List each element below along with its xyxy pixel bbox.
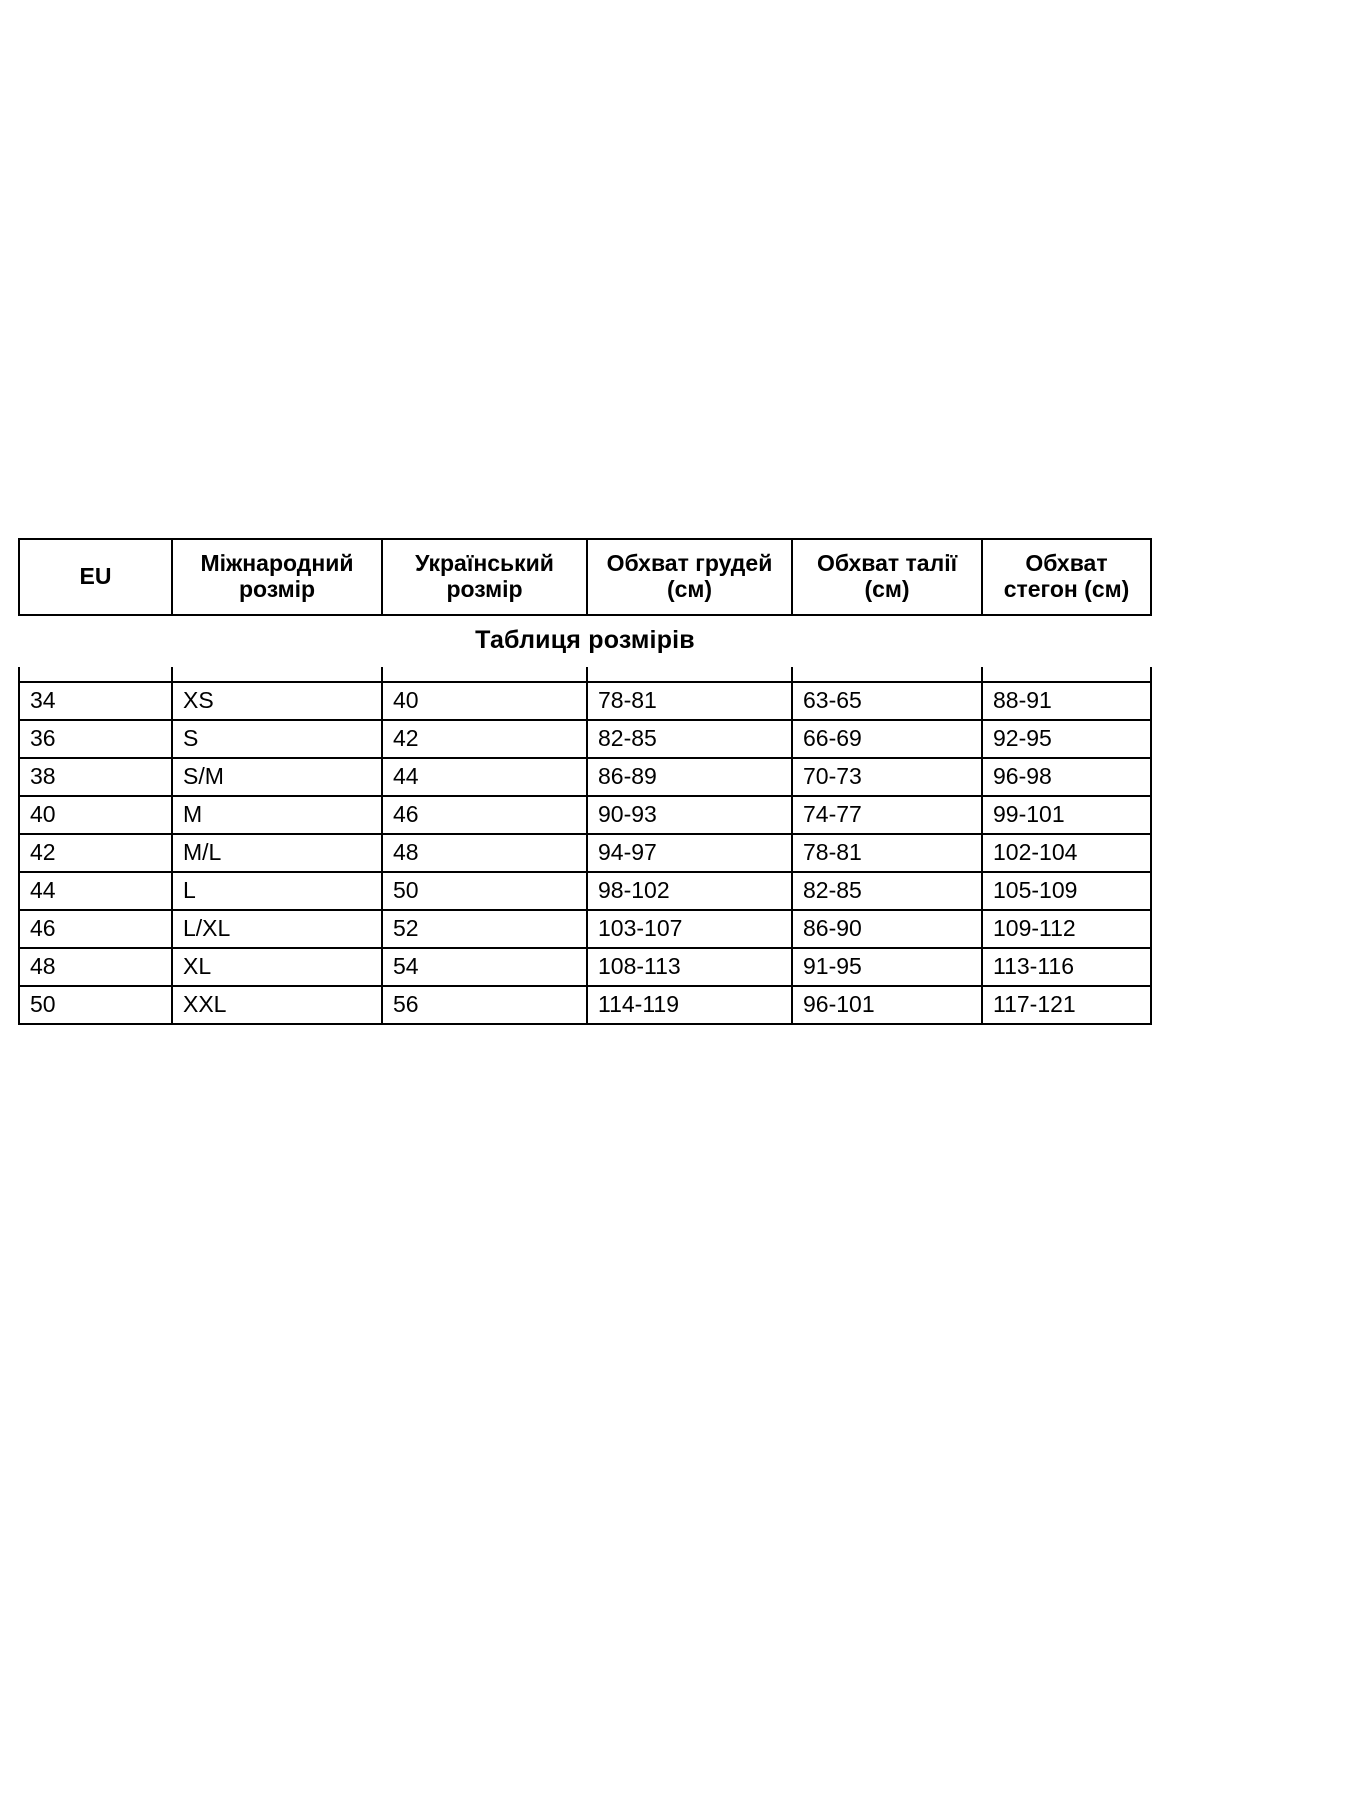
cell-international-size: S — [172, 720, 382, 758]
cell-chest: 94-97 — [587, 834, 792, 872]
cell-hips: 92-95 — [982, 720, 1151, 758]
cell-waist: 96-101 — [792, 986, 982, 1024]
cell-eu: 38 — [19, 758, 172, 796]
header-row — [19, 539, 1151, 615]
size-chart-table — [18, 538, 1152, 1025]
cell-hips: 96-98 — [982, 758, 1151, 796]
cell-international-size: XXL — [172, 986, 382, 1024]
cell-hips: 105-109 — [982, 872, 1151, 910]
size-chart-container — [18, 538, 1150, 1025]
cell-eu: 42 — [19, 834, 172, 872]
cell-ukrainian-size: 50 — [382, 872, 587, 910]
cell-chest: 98-102 — [587, 872, 792, 910]
table-row — [19, 834, 1151, 872]
cell-hips: 109-112 — [982, 910, 1151, 948]
table-spacer-row — [19, 667, 1151, 682]
cell-ukrainian-size: 54 — [382, 948, 587, 986]
cell-hips: 99-101 — [982, 796, 1151, 834]
cell-hips: 88-91 — [982, 682, 1151, 720]
cell-chest: 103-107 — [587, 910, 792, 948]
cell-ukrainian-size: 56 — [382, 986, 587, 1024]
cell-waist: 74-77 — [792, 796, 982, 834]
column-header-waist: Обхват талії (см) — [792, 539, 982, 615]
spacer-cell — [172, 667, 382, 682]
cell-hips: 117-121 — [982, 986, 1151, 1024]
cell-international-size: XL — [172, 948, 382, 986]
cell-ukrainian-size: 48 — [382, 834, 587, 872]
table-row — [19, 682, 1151, 720]
cell-ukrainian-size: 46 — [382, 796, 587, 834]
cell-international-size: L — [172, 872, 382, 910]
cell-international-size: L/XL — [172, 910, 382, 948]
cell-eu: 36 — [19, 720, 172, 758]
spacer-cell — [792, 667, 982, 682]
cell-ukrainian-size: 42 — [382, 720, 587, 758]
cell-waist: 82-85 — [792, 872, 982, 910]
table-header — [19, 539, 1151, 615]
table-title-row — [19, 615, 1151, 667]
cell-hips: 102-104 — [982, 834, 1151, 872]
spacer-cell — [19, 667, 172, 682]
cell-chest: 78-81 — [587, 682, 792, 720]
cell-waist: 63-65 — [792, 682, 982, 720]
table-row — [19, 796, 1151, 834]
cell-waist: 70-73 — [792, 758, 982, 796]
column-header-hips: Обхват стегон (см) — [982, 539, 1151, 615]
cell-international-size: M — [172, 796, 382, 834]
page-title: Таблиця розмірів — [475, 626, 695, 654]
cell-waist: 91-95 — [792, 948, 982, 986]
column-header-eu: EU — [19, 539, 172, 615]
column-header-international-size: Міжнародний розмір — [172, 539, 382, 615]
table-row — [19, 758, 1151, 796]
cell-eu: 50 — [19, 986, 172, 1024]
cell-ukrainian-size: 44 — [382, 758, 587, 796]
cell-waist: 66-69 — [792, 720, 982, 758]
cell-international-size: M/L — [172, 834, 382, 872]
cell-eu: 46 — [19, 910, 172, 948]
table-row — [19, 910, 1151, 948]
table-body — [19, 682, 1151, 1024]
table-row — [19, 986, 1151, 1024]
cell-chest: 114-119 — [587, 986, 792, 1024]
cell-eu: 48 — [19, 948, 172, 986]
cell-international-size: S/M — [172, 758, 382, 796]
spacer-cell — [982, 667, 1151, 682]
cell-eu: 44 — [19, 872, 172, 910]
cell-ukrainian-size: 40 — [382, 682, 587, 720]
cell-chest: 82-85 — [587, 720, 792, 758]
cell-chest: 108-113 — [587, 948, 792, 986]
cell-international-size: XS — [172, 682, 382, 720]
table-row — [19, 948, 1151, 986]
cell-chest: 90-93 — [587, 796, 792, 834]
cell-eu: 40 — [19, 796, 172, 834]
spacer-cell — [382, 667, 587, 682]
column-header-chest: Обхват грудей (см) — [587, 539, 792, 615]
cell-waist: 78-81 — [792, 834, 982, 872]
cell-waist: 86-90 — [792, 910, 982, 948]
table-row — [19, 872, 1151, 910]
cell-chest: 86-89 — [587, 758, 792, 796]
column-header-ukrainian-size: Український розмір — [382, 539, 587, 615]
spacer-cell — [587, 667, 792, 682]
cell-ukrainian-size: 52 — [382, 910, 587, 948]
cell-eu: 34 — [19, 682, 172, 720]
cell-hips: 113-116 — [982, 948, 1151, 986]
table-row — [19, 720, 1151, 758]
